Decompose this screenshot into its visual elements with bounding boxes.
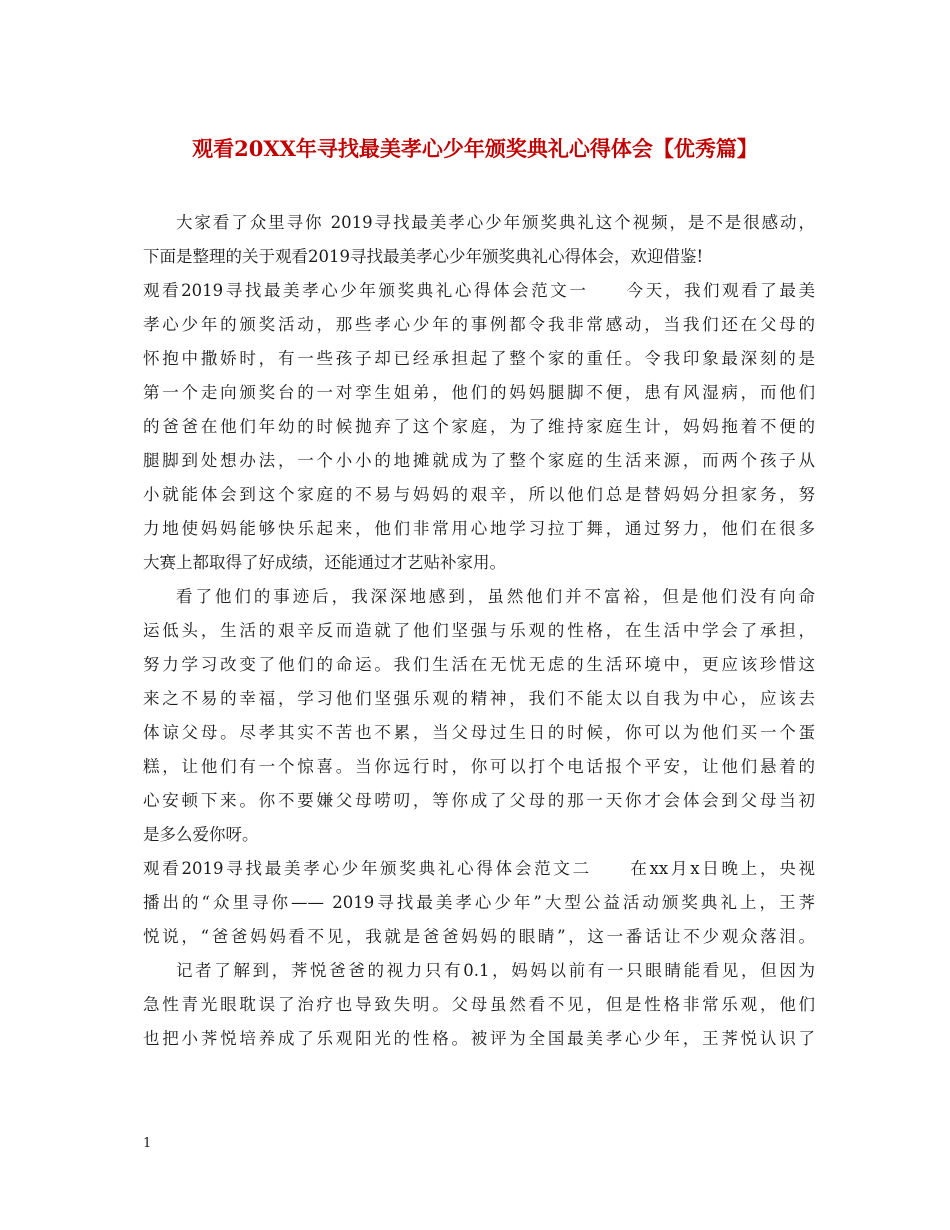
text-line: 大赛上都取得了好成绩，还能通过才艺贴补家用。 [143,553,506,572]
text-line: 急性青光眼耽误了治疗也导致失明。父母虽然看不见，但是性格非常乐观，他们 [143,995,815,1014]
text-line: 大家看了众里寻你 2019寻找最美孝心少年颁奖典礼这个视频，是不是很感动， [176,213,815,232]
text-line: 也把小荠悦培养成了乐观阳光的性格。被评为全国最美孝心少年，王荠悦认识了 [143,1029,815,1048]
text-line: 记者了解到，荠悦爸爸的视力只有0.1，妈妈以前有一只眼睛能看见，但因为 [176,961,815,980]
text-line: 第一个走向颁奖台的一对孪生姐弟，他们的妈妈腿脚不便，患有风湿病，而他们 [143,383,815,402]
text-line: 运低头，生活的艰辛反而造就了他们坚强与乐观的性格，在生活中学会了承担， [143,621,815,640]
text-line: 努力学习改变了他们的命运。我们生活在无忧无虑的生活环境中，更应该珍惜这 [143,655,815,674]
document-title: 观看20XX年寻找最美孝心少年颁奖典礼心得体会【优秀篇】 [192,136,758,161]
text-line: 是多么爱你呀。 [143,825,259,844]
text-line: 心安顿下来。你不要嫌父母唠叨，等你成了父母的那一天你才会体会到父母当初 [143,791,815,810]
text-line: 悦说，“爸爸妈妈看不见，我就是爸爸妈妈的眼睛”，这一番话让不少观众落泪。 [143,927,815,946]
text-line: 下面是整理的关于观看2019寻找最美孝心少年颁奖典礼心得体会，欢迎借鉴! [143,247,704,266]
page-number: 1 [143,1136,152,1151]
text-line: 怀抱中撒娇时，有一些孩子却已经承担起了整个家的重任。令我印象最深刻的是 [143,349,815,368]
text-line: 孝心少年的颁奖活动，那些孝心少年的事例都令我非常感动，当我们还在父母的 [143,315,815,334]
text-line: 播出的“众里寻你—— 2019寻找最美孝心少年”大型公益活动颁奖典礼上，王荠 [143,893,815,912]
text-line: 体谅父母。尽孝其实不苦也不累，当父母过生日的时候，你可以为他们买一个蛋 [143,723,815,742]
text-line: 小就能体会到这个家庭的不易与妈妈的艰辛，所以他们总是替妈妈分担家务，努 [143,485,815,504]
text-line: 腿脚到处想办法，一个小小的地摊就成为了整个家庭的生活来源，而两个孩子从 [143,451,815,470]
text-line: 力地使妈妈能够快乐起来，他们非常用心地学习拉丁舞，通过努力，他们在很多 [143,519,815,538]
text-line: 看了他们的事迹后，我深深地感到，虽然他们并不富裕，但是他们没有向命 [176,587,815,606]
text-line: 的爸爸在他们年幼的时候抛弃了这个家庭，为了维持家庭生计，妈妈拖着不便的 [143,417,815,436]
text-line: 观看2019寻找最美孝心少年颁奖典礼心得体会范文一 今天，我们观看了最美 [143,281,815,300]
text-line: 观看2019寻找最美孝心少年颁奖典礼心得体会范文二 在xx月x日晚上，央视 [143,859,815,878]
text-line: 糕，让他们有一个惊喜。当你远行时，你可以打个电话报个平安，让他们悬着的 [143,757,815,776]
text-line: 来之不易的幸福，学习他们坚强乐观的精神，我们不能太以自我为中心，应该去 [143,689,815,708]
document-body [143,206,815,1056]
